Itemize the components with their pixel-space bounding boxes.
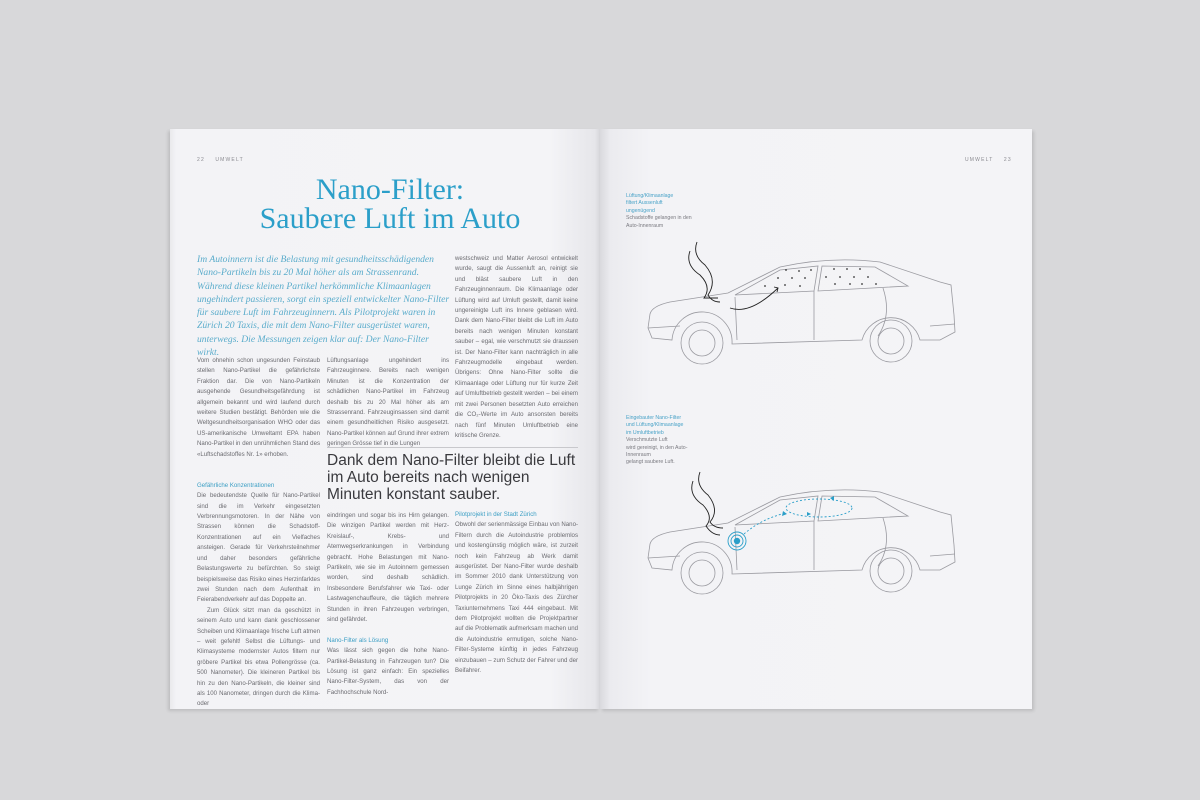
text-column-3-bottom — [455, 510, 578, 677]
subheading: Pilotprojekt in der Stadt Zürich — [455, 511, 537, 518]
body-paragraph: Obwohl der serienmässige Einbau von Nano-Filtern durch die Autoindustrie problemlos und kostengünstig möglich wäre, ist zurzeit noch kein Fahrzeug ab Werk damit ausgerüstet. Der Nano-Filter wurde deshalb im Sommer 2010 dank Unterstützung von Lunge Zürich im Sinne eines halbjährigen Pilotprojekts in 20 Öko-Taxis des Zürcher Taxiunternehmens Taxi 444 eingebaut. Mit dem Pilotprojekt wollten die Projektpartner auf die Problematik aufmerksam machen und die Autoindustrie ermutigen, solche Nano-Filter-Systeme künftig in jedes Fahrzeug einzubauen – zum Schutz der Fahrer und der Beifahrer. — [455, 521, 578, 675]
subheading: Gefährliche Konzentrationen — [197, 481, 275, 489]
text-column-3-top — [455, 254, 578, 441]
body-paragraph: Lüftungsanlage ungehindert ins Fahrzeuginnere. Bereits nach wenigen Minuten ist die Konzentration der schädlichen Nano-Partikel im Fahrzeug deshalb bis zu 20 Mal höher als am Strassenrand. Fahrzeuginsassen sind damit einem gesundheitlichen Risiko ausgesetzt. Nano-Partikel können auf Grund ihrer extrem geringen Grösse tief in die Lungen — [327, 357, 449, 448]
caption-text: Innenraum — [626, 452, 651, 459]
page-number: 22 — [197, 157, 205, 163]
text-column-1 — [197, 356, 320, 710]
divider — [327, 447, 578, 448]
body-paragraph: eindringen und sogar bis ins Hirn gelangen. Die winzigen Partikel werden mit Herz-Kreislauf-, Krebs- und Atemwegserkrankungen in Verbindung gebracht. Hohe Belastungen mit Nano-Partikeln, wie sie im Autoinnern gemessen worden, sind deshalb schädlich. Insbesondere Berufsfahrer wie Taxi- oder Lastwagenchauffeure, die täglich mehrere Stunden in ihren Fahrzeugen verbringen, sind gefährdet. — [327, 512, 449, 624]
section-label: UMWELT — [215, 157, 244, 163]
title-line: Nano-Filter: — [315, 173, 465, 206]
title-line: Saubere Luft im Auto — [259, 202, 521, 235]
car-outline — [648, 260, 955, 364]
caption-highlight: ungenügend — [626, 207, 655, 214]
right-page — [600, 129, 1032, 709]
caption-text: Verschmutzte Luft — [626, 437, 668, 444]
caption-highlight: Eingebauter Nano-Filter — [626, 415, 682, 421]
text-column-2-top — [327, 356, 449, 450]
caption-text: gelangt saubere Luft. — [626, 459, 675, 466]
pull-quote: Dank dem Nano-Filter bleibt die Luft im Auto bereits nach wenigen Minuten konstant sauber. — [327, 452, 576, 503]
caption-highlight: und Lüftung/Klimaanlage — [626, 422, 684, 429]
section-label: UMWELT — [965, 157, 994, 163]
page-header — [965, 157, 1012, 163]
subheading: Nano-Filter als Lösung — [327, 636, 389, 644]
left-page — [170, 129, 600, 709]
caption-unfiltered — [626, 193, 692, 230]
body-paragraph: westschweiz und Matter Aerosol entwickelt wurde, saugt die Aussenluft an, reinigt sie und bläst saubere Luft in den Fahrzeuginnenraum. Die Klimaanlage oder Lüftung wird auf Umluft gestellt, damit keine ungereinigte Luft ins Innere geblasen wird. Dank dem Nano-Filter bleibt die Luft im Auto bereits nach wenigen Minuten konstant sauber – egal, wie verschmutzt sie draussen ist. Der Nano-Filter kann nachträglich in alle Fahrzeugmodelle eingebaut werden. Übrigens: Ohne Nano-Filter sollte die Klimaanlage oder Lüftung nur für kurze Zeit auf Umluftbetrieb gestellt werden – bei einem mit zwei Personen besetzten Auto erreichen die CO₂-Werte im Auto ansonsten bereits nach fünf Minuten Umluftbetrieb eine kritische Grenze. — [455, 255, 578, 439]
polluted-air-arrows-icon — [692, 472, 723, 535]
intro-paragraph: Im Autoinnern ist die Belastung mit gesundheitsschädigenden Nano-Partikeln bis zu 20 Mal höher als am Strassenrand. Während diese kleinen Partikel herkömmliche Klimaanlagen ungehindert passieren, sorgt ein speziell entwickelter Nano-Filter für saubere Luft im Fahrzeuginnern. Als Pilotprojekt waren in Zürich 20 Taxis, die mit dem Nano-Filter ausgerüstet waren, unterwegs. Die Messungen zeigen klar auf: Der Nano-Filter wirkt. — [197, 254, 450, 359]
polluted-air-arrows-icon — [689, 242, 778, 309]
nano-filter-icon — [728, 532, 746, 550]
body-paragraph: Die bedeutendste Quelle für Nano-Partikel sind die im Verkehr eingesetzten Verbrennungsmotoren. In der Nähe von Strassen können die Schadstoff-Konzentrationen auf ein Vielfaches ansteigen. Gerade für Verkehrsteilnehmer und daher besonders gefährliche Belastungswerte zu befürchten. So steigt beispielsweise das Risiko eines Herzinfarktes zwei Stunden nach dem Aufenthalt im Feierabendverkehr auf das Doppelte an. — [197, 492, 320, 604]
caption-highlight: filtert Aussenluft — [626, 200, 663, 207]
body-paragraph: Vom ohnehin schon ungesunden Feinstaub stellen Nano-Partikel die gefährlichste Fraktion dar. Die von Nano-Partikeln ausgehende Gesundheitsgefährdung ist allgemein bekannt und wird laufend durch weitere Studien bestätigt. Behörden wie die Weltgesundheitsorganisation WHO oder das US-amerikanische Umweltamt EPA haben Nano-Partikel in den unrühmlichen Stand des «Luftschadstoffes Nr. 1» erhoben. — [197, 357, 320, 458]
caption-text: Schadstoffe gelangen in den — [626, 215, 692, 222]
car-illustration-filtered — [640, 470, 960, 600]
caption-text: wird gereinigt, in den Auto- — [626, 444, 688, 451]
body-paragraph: Was lässt sich gegen die hohe Nano-Partikel-Belastung in Fahrzeugen tun? Die Lösung ist ganz einfach: Ein spezielles Nano-Filter-System, das von der Fachhochschule Nord- — [327, 647, 449, 696]
caption-highlight: Lüftung/Klimaanlage — [626, 193, 674, 199]
clean-air-circulation-arrows-icon — [744, 499, 852, 534]
page-header — [197, 157, 244, 163]
article-title — [230, 175, 550, 233]
text-column-2-bottom — [327, 511, 449, 698]
caption-text: Auto-Innenraum — [626, 222, 664, 229]
body-paragraph: Zum Glück sitzt man da geschützt in seinem Auto und kann dank geschlossener Scheiben und Klimaanlage frische Luft atmen – weit gefehlt! Selbst die Lüftungs- und Klimasysteme modernster Autos filtern nur gröbere Partikel bis etwa Pollengrösse (ca. 500 Nanometer). Die kleineren Partikel bis hin zu den Nano-Partikeln, die kleiner sind als 100 Nanometer, dringen durch die Klima- oder — [197, 606, 320, 708]
page-number: 23 — [1003, 157, 1012, 163]
car-illustration-unfiltered — [640, 240, 960, 370]
caption-highlight: im Umluftbetrieb — [626, 429, 664, 436]
car-outline — [648, 490, 955, 594]
caption-filtered — [626, 415, 687, 467]
